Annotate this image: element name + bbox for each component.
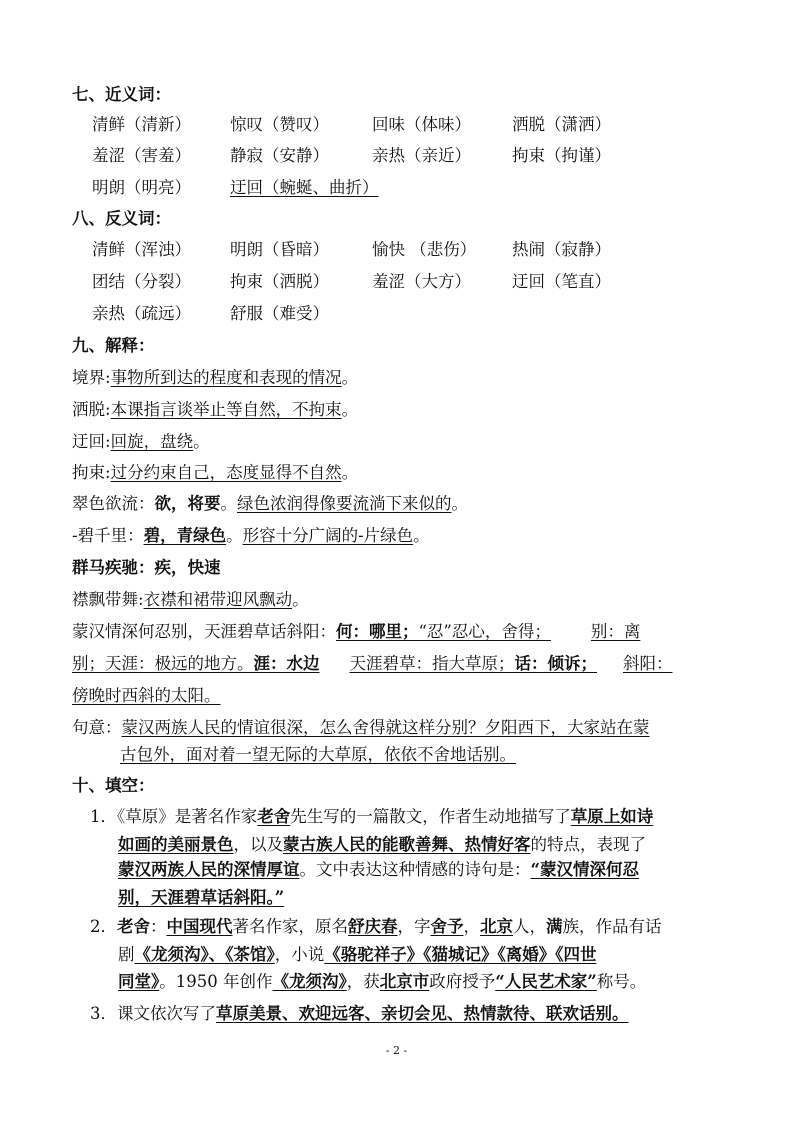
definition: 绿色浓润得像要流淌下来似的 <box>237 494 452 513</box>
answer: 草原上如诗 <box>570 807 654 826</box>
explain-line <box>72 524 430 548</box>
fill-item-1-line <box>90 805 653 829</box>
answer: 舍予 <box>430 917 464 936</box>
text: 人， <box>513 917 546 936</box>
text: 课文依次写了 <box>117 1004 216 1023</box>
item-number: 1． <box>90 807 117 826</box>
definition: 别：离 <box>590 622 641 641</box>
answer: 舒庆春 <box>348 917 398 936</box>
answer: 同堂》 <box>118 972 160 991</box>
text: 。1950 年创作 <box>159 972 273 991</box>
term: 翠色欲流： <box>72 494 155 513</box>
fill-item-1-line: 别，天涯碧草话斜阳。” <box>118 888 285 907</box>
explain-line <box>72 716 650 740</box>
fill-item-2-line <box>118 943 597 967</box>
text: ，小说 <box>274 945 325 964</box>
explain-line <box>72 588 309 612</box>
explain-line <box>72 366 358 390</box>
synonym-pair: 羞涩（害羞） <box>92 146 191 165</box>
text: 的特点，表现了 <box>530 835 646 854</box>
fill-heading: 十、填空： <box>72 776 155 795</box>
term: -碧千里： <box>72 526 144 545</box>
punct: 。 <box>341 400 359 419</box>
definition: 斜阳： <box>623 654 673 673</box>
answer: 草原美景、欢迎远客、亲切会见、热情款待、联欢话别。 <box>216 1004 629 1023</box>
synonyms-heading: 七、近义词： <box>72 85 171 104</box>
definition: 形容十分广阔的-片绿色 <box>242 526 414 545</box>
antonym-pair: 热闹（寂静） <box>512 240 611 259</box>
definition: 事物所到达的程度和表现的情况 <box>110 368 342 387</box>
term: 迂回: <box>72 432 111 451</box>
definition: 涯：水边 <box>253 654 320 673</box>
definition: 何：哪里； <box>336 622 419 641</box>
explain-line <box>72 492 468 516</box>
fill-item-3-line <box>90 1002 629 1026</box>
answer: 老舍 <box>257 807 291 826</box>
text: ，获 <box>346 972 380 991</box>
text: ，以及 <box>233 835 283 854</box>
punct: 。 <box>193 432 210 451</box>
definition: 天涯碧草：指大草原； <box>349 654 515 673</box>
explain-line <box>72 461 358 485</box>
fill-item-2-line <box>118 970 646 994</box>
text: 《草原》是著名作家 <box>117 807 258 826</box>
antonym-pair: 团结（分裂） <box>92 272 191 291</box>
explain-line <box>72 652 673 676</box>
definition: 蒙汉两族人民的情谊很深，怎么舍得就这样分别？夕阳西下，大家站在蒙 <box>121 718 650 737</box>
antonym-pair: 明朗（昏暗） <box>230 240 329 259</box>
definition: 别；天涯：极远的地方。 <box>72 654 254 673</box>
term: 襟飘带舞: <box>72 590 144 609</box>
term: 句意： <box>72 718 122 737</box>
answer: 蒙汉两族人民的深情厚谊 <box>118 860 300 879</box>
text: 剧 <box>118 945 135 964</box>
explain-line <box>72 620 640 644</box>
text: 先生写的一篇散文，作者生动地描写了 <box>290 807 571 826</box>
punct: 。 <box>451 494 468 513</box>
page-number: - 2 - <box>385 1044 408 1057</box>
item-number: 2． <box>90 917 117 936</box>
answer: 如画的美丽景色 <box>118 835 234 854</box>
answer: 《龙须沟》、《茶馆》 <box>134 945 275 964</box>
term: 拘束: <box>72 463 111 482</box>
explain-line: 傍晚时西斜的太阳。 <box>72 686 221 705</box>
punct: 。 <box>341 368 359 387</box>
fill-item-2-line <box>90 915 662 939</box>
synonym-pair: 静寂（安静） <box>230 146 329 165</box>
punct: 。 <box>292 590 309 609</box>
item-number: 3． <box>90 1004 117 1023</box>
answer: 老舍 <box>117 917 150 936</box>
answer: 蒙古族人民的能歌善舞、热情好客 <box>283 835 531 854</box>
answer: 北京市 <box>379 972 430 991</box>
text: 政府授予 <box>429 972 496 991</box>
definition: 衣襟和裙带迎风飘动 <box>143 590 293 609</box>
antonym-pair: 迂回（笔直） <box>512 272 611 291</box>
antonym-pair: 亲热（疏远） <box>92 304 191 323</box>
synonym-pair: 迂回（蜿蜒、曲折） <box>230 178 379 197</box>
text: 。文中表达这种情感的诗句是： <box>299 860 531 879</box>
synonym-pair: 回味（体味） <box>372 115 471 134</box>
explain-line: 群马疾驰：疾，快速 <box>72 558 221 577</box>
antonym-pair: 愉快 （悲伤） <box>372 240 477 259</box>
definition: 话：倾诉； <box>514 654 597 673</box>
synonym-pair: 拘束（拘谨） <box>512 146 611 165</box>
antonyms-heading: 八、反义词： <box>72 209 171 228</box>
explain-line <box>72 398 358 422</box>
definition: 欲，将要 <box>154 494 221 513</box>
text: ： <box>150 917 167 936</box>
definition: 过分约束自己，态度显得不自然 <box>110 463 342 482</box>
antonym-pair: 舒服（难受） <box>230 304 329 323</box>
antonym-pair: 清鲜（浑浊） <box>92 240 191 259</box>
text: ， <box>463 917 480 936</box>
punct: 。 <box>226 526 243 545</box>
term: 境界: <box>72 368 111 387</box>
antonym-pair: 羞涩（大方） <box>372 272 471 291</box>
term: 洒脱: <box>72 400 111 419</box>
text: 著名作家，原名 <box>232 917 348 936</box>
definition: 本课指言谈举止等自然，不拘束 <box>110 400 342 419</box>
fill-item-1-line <box>118 858 639 882</box>
answer: 《骆驼祥子》《猫城记》《离婚》《四世 <box>324 945 597 964</box>
answer: “蒙汉情深何忍 <box>530 860 639 879</box>
explain-line: 古包外，面对着一望无际的大草原，依依不舍地话别。 <box>120 745 516 764</box>
answer: “人民艺术家” <box>495 972 597 991</box>
text: 族，作品有话 <box>562 917 662 936</box>
explain-line <box>72 430 210 454</box>
fill-item-1-line <box>118 833 646 857</box>
answer: 中国现代 <box>166 917 233 936</box>
answer: 《龙须沟》 <box>272 972 347 991</box>
antonym-pair: 拘束（洒脱） <box>230 272 329 291</box>
synonym-pair: 惊叹（赞叹） <box>230 115 329 134</box>
explain-heading: 九、解释： <box>72 336 155 355</box>
synonym-pair: 明朗（明亮） <box>92 178 191 197</box>
term: 蒙汉情深何忍别，天涯碧草话斜阳： <box>72 622 336 641</box>
punct: 。 <box>341 463 359 482</box>
text: 称号。 <box>596 972 647 991</box>
answer: 北京 <box>480 917 513 936</box>
synonym-pair: 亲热（亲近） <box>372 146 471 165</box>
synonym-pair: 清鲜（清新） <box>92 115 191 134</box>
definition: 回旋，盘绕 <box>110 432 194 451</box>
punct: 。 <box>413 526 430 545</box>
definition: “忍”忍心，舍得； <box>418 622 551 641</box>
synonym-pair: 洒脱（潇洒） <box>512 115 611 134</box>
punct: 。 <box>220 494 237 513</box>
answer: 满 <box>546 917 563 936</box>
definition: 碧，青绿色 <box>143 526 227 545</box>
text: ，字 <box>397 917 431 936</box>
